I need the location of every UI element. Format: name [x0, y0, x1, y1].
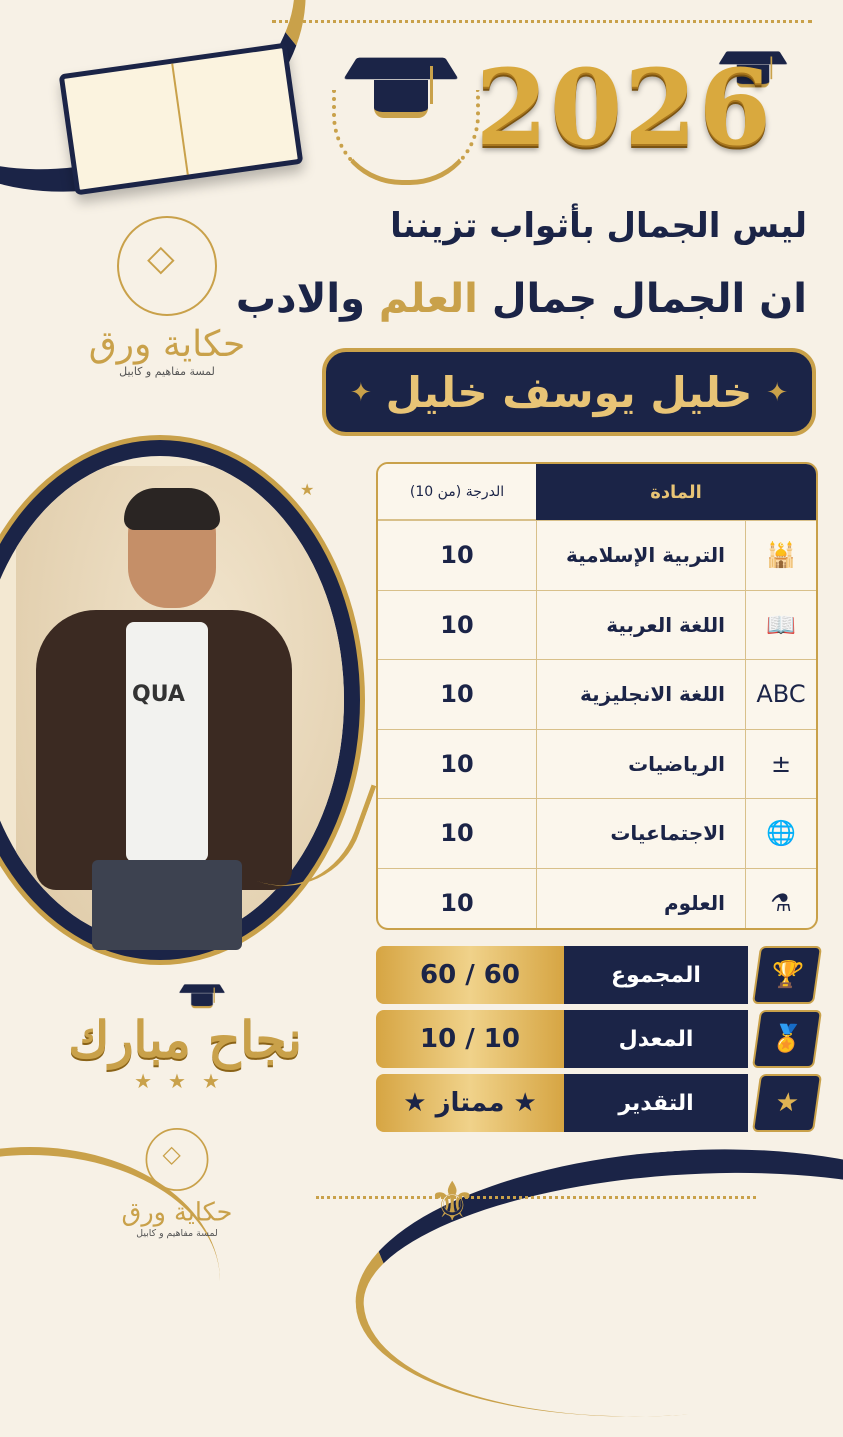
flask-icon: ⚗	[745, 869, 816, 931]
ornament-icon: ✦	[766, 378, 788, 408]
summary-row	[376, 1010, 818, 1068]
grade-row	[378, 729, 816, 799]
grade-row	[378, 798, 816, 868]
globe-icon: 🌐	[745, 799, 816, 868]
congratulations-block	[40, 990, 330, 1093]
student-hair	[124, 488, 220, 530]
medal-icon: 🏅	[752, 1010, 822, 1068]
summary-value: 60 / 60	[376, 946, 564, 1004]
star-icon: ★	[752, 1074, 822, 1132]
star-icon: ★	[300, 480, 315, 499]
graduation-year: 2026	[475, 46, 773, 169]
grade-value: 10	[440, 680, 474, 709]
grade-row	[378, 590, 816, 660]
student-name-banner	[322, 348, 816, 436]
abc-icon: ABC	[745, 660, 816, 729]
trophy-icon: 🏆	[752, 946, 822, 1004]
subject-name: اللغة العربية	[536, 591, 745, 660]
diamond-hand-icon: ◇	[117, 216, 217, 316]
corner-swoosh-bottom-right	[347, 1129, 843, 1437]
quote-line-2-part-1: ان الجمال جمال	[477, 276, 807, 322]
graduation-cap-icon	[346, 52, 456, 112]
mosque-icon: 🕌	[745, 521, 816, 590]
quote-line-2-part-2: والادب	[235, 276, 379, 322]
student-jeans	[92, 860, 242, 950]
header-grade: الدرجة (من 10)	[378, 464, 536, 520]
header-subject: المادة	[536, 464, 816, 520]
subject-name: العلوم	[536, 869, 745, 931]
grades-table	[376, 462, 818, 930]
congratulations-text: نجاح مبارك	[68, 1010, 302, 1069]
grade-value: 10	[440, 888, 474, 917]
diamond-hand-icon: ◇	[146, 1128, 209, 1191]
fleur-de-lis-icon: ⚜	[428, 1170, 477, 1233]
ornament-icon: ✦	[350, 378, 372, 408]
grade-row	[378, 520, 816, 590]
subject-name: الاجتماعيات	[536, 799, 745, 868]
quote-line-2	[236, 276, 807, 322]
student-shirt: QUA	[126, 622, 208, 862]
summary-value: ★ ممتاز ★	[376, 1074, 564, 1132]
summary-label: التقدير	[564, 1074, 748, 1132]
grade-row	[378, 659, 816, 729]
quote-line-2-highlight: العلم	[378, 276, 478, 322]
brand-logo-top	[62, 216, 272, 378]
summary-row	[376, 946, 818, 1004]
subject-name: الرياضيات	[536, 730, 745, 799]
summary-label: المجموع	[564, 946, 748, 1004]
brand-tagline: لمسة مفاهيم و كابيل	[119, 365, 215, 378]
summary-value: 10 / 10	[376, 1010, 564, 1068]
summary-label: المعدل	[564, 1010, 748, 1068]
student-name: خليل يوسف خليل	[385, 367, 753, 417]
book-icon: 📖	[745, 591, 816, 660]
grade-value: 10	[440, 610, 474, 639]
brand-logo-bottom	[105, 1128, 250, 1239]
graduation-cap-icon	[180, 982, 224, 1006]
top-dotted-divider	[272, 20, 812, 23]
calculator-icon: ±	[745, 730, 816, 799]
stars-decoration: ★★★	[134, 1069, 236, 1093]
grade-value: 10	[440, 819, 474, 848]
bottom-dotted-divider	[316, 1196, 756, 1199]
brand-name: حكاية ورق	[121, 1197, 233, 1228]
brand-tagline: لمسة مفاهيم و كابيل	[136, 1227, 218, 1239]
quote-line-1: ليس الجمال بأثواب تزيننا	[390, 206, 807, 246]
subject-name: التربية الإسلامية	[536, 521, 745, 590]
summary-row	[376, 1074, 818, 1132]
grade-value: 10	[440, 541, 474, 570]
subject-name: اللغة الانجليزية	[536, 660, 745, 729]
grades-table-header	[378, 464, 816, 520]
grade-value: 10	[440, 749, 474, 778]
brand-name: حكاية ورق	[88, 324, 246, 365]
grade-row	[378, 868, 816, 931]
